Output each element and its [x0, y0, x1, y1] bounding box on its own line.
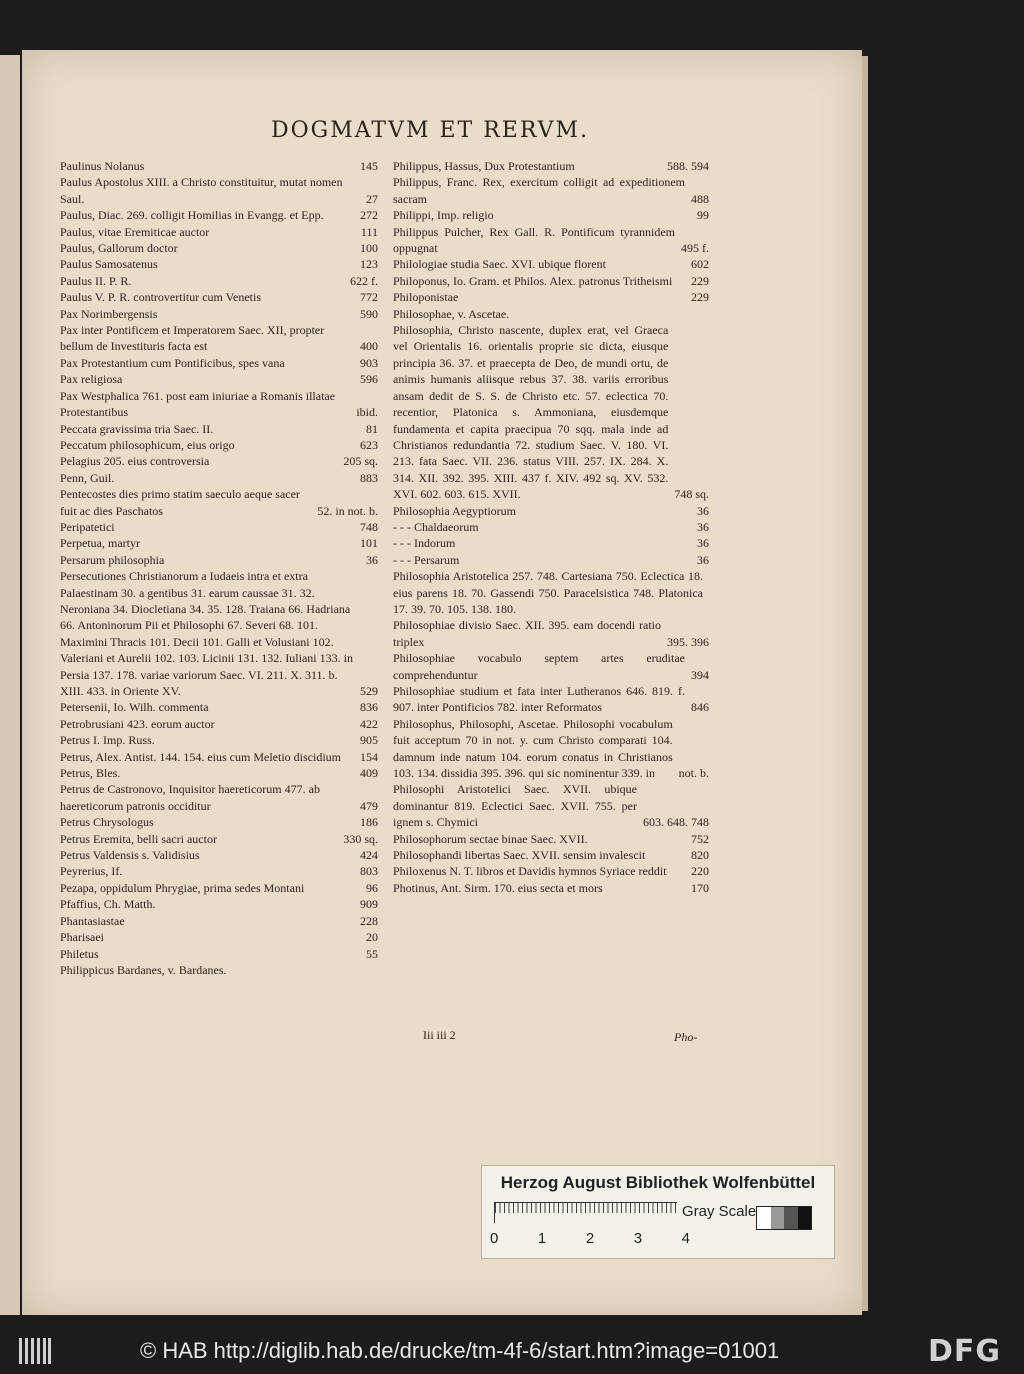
- index-entry: [60, 765, 378, 781]
- entry-page-number: 846: [691, 700, 709, 715]
- index-entry: [393, 322, 709, 502]
- entry-text: Pelagius 205. eius controversia: [60, 454, 210, 469]
- entry-page-number: 27: [366, 191, 378, 206]
- index-column-left: [60, 158, 378, 978]
- index-entry: [60, 847, 378, 863]
- entry-text: Philosophia, Christo nascente, duplex erat, vel Graeca vel Orientalis 16. orientalis proprie sic dicta, eiusque principia 36. 37. et praecepta de Deo, de mundi ortu, de animis humanis aliisque rebus 37. 38. variis erroribus ansam dedit de S. S. de Christo etc. 57. eclectica 70. recentior, Platonica s. Ammoniana, eiusdemque fundamenta et capita praecipua 70 sqq. mala inde ad Christianos redundantia 72. studium Saec. V. 180. VI. 213. fata Saec. VII. 236. status VIII. 257. IX. 284. X. 314. XII. 392. 395. XIII. 437 f. XIV. 492 sq. XV. 532. XVI. 602. 603. 615. XVII.: [393, 323, 669, 502]
- entry-text: Philippus Pulcher, Rex Gall. R. Pontificum tyrannidem oppugnat: [393, 224, 675, 256]
- index-entry: [60, 732, 378, 748]
- entry-page-number: 96: [366, 880, 378, 895]
- index-entry: [393, 863, 709, 879]
- entry-text: - - - Persarum: [393, 552, 460, 567]
- entry-page-number: 272: [360, 208, 378, 223]
- index-entry: [393, 256, 709, 272]
- index-entry: [60, 552, 378, 568]
- entry-text: Philosophia Aegyptiorum: [393, 503, 516, 518]
- entry-page-number: 36: [366, 552, 378, 567]
- index-entry: [60, 831, 378, 847]
- index-entry: [393, 683, 709, 716]
- index-entry: [393, 503, 709, 519]
- entry-page-number: 422: [360, 716, 378, 731]
- entry-page-number: 99: [697, 208, 709, 223]
- index-entry: [393, 716, 709, 782]
- scale-number: 4: [681, 1230, 690, 1247]
- entry-page-number: 36: [697, 536, 709, 551]
- index-entry: [393, 174, 709, 207]
- entry-text: Philippus, Hassus, Dux Protestantium: [393, 159, 575, 173]
- library-name: Herzog August Bibliothek Wolfenbüttel: [500, 1173, 816, 1192]
- entry-text: Petrus de Castronovo, Inquisitor haereticorum 477. ab haereticorum patronis occiditur: [60, 782, 320, 813]
- entry-page-number: 603. 648. 748: [643, 815, 709, 830]
- entry-page-number: 905: [360, 733, 378, 748]
- entry-text: Photinus, Ant. Sirm. 170. eius secta et mors: [393, 880, 603, 895]
- index-entry: [393, 289, 709, 305]
- entry-page-number: 909: [360, 897, 378, 912]
- index-entry: [393, 273, 709, 289]
- entry-page-number: 772: [360, 290, 378, 305]
- entry-text: Paulus II. P. R.: [60, 273, 132, 288]
- entry-page-number: 36: [697, 552, 709, 567]
- scale-ruler: [494, 1202, 677, 1223]
- index-entry: [60, 749, 378, 765]
- index-entry: [393, 224, 709, 257]
- entry-page-number: 588. 594: [667, 159, 709, 173]
- entry-page-number: not. b.: [678, 766, 709, 781]
- entry-text: Philologiae studia Saec. XVI. ubique florent: [393, 257, 606, 272]
- entry-page-number: 20: [366, 930, 378, 945]
- entry-page-number: 36: [697, 519, 709, 534]
- index-entry: [60, 158, 378, 174]
- entry-page-number: 836: [360, 700, 378, 715]
- index-entry: [60, 453, 378, 469]
- entry-text: Philippi, Imp. religio: [393, 208, 494, 223]
- entry-text: Petrobrusiani 423. eorum auctor: [60, 716, 215, 731]
- entry-text: Peccata gravissima tria Saec. II.: [60, 421, 214, 436]
- entry-text: Penn, Guil.: [60, 470, 115, 485]
- entry-text: Paulus Samosatenus: [60, 257, 158, 272]
- scale-numbers: [490, 1230, 690, 1247]
- entry-page-number: 229: [691, 290, 709, 305]
- entry-text: Peyrerius, If.: [60, 864, 123, 879]
- entry-page-number: 123: [360, 257, 378, 272]
- index-entry: [60, 519, 378, 535]
- entry-text: Pax inter Pontificem et Imperatorem Saec. XII, propter bellum de Investituris facta est: [60, 323, 325, 354]
- entry-text: Pharisaei: [60, 930, 104, 945]
- signature-mark: Iii iii 2: [423, 1028, 456, 1042]
- gray-scale-label: Gray Scale: [682, 1203, 757, 1220]
- entry-text: Philosophus, Philosophi, Ascetae. Philosophi vocabulum fuit acceptum 70 in not. y. cum Christo comparati 104. damnum inde natum 104. eorum conatus in Christianos 103. 134. dissidia 395. 396. qui sic nominentur 339. in: [393, 716, 673, 781]
- scale-number: 2: [585, 1230, 595, 1247]
- index-entry: [60, 929, 378, 945]
- catchword: Pho-: [674, 1030, 698, 1044]
- entry-page-number: 623: [360, 437, 378, 452]
- entry-page-number: 903: [360, 355, 378, 370]
- index-entry: [60, 421, 378, 437]
- entry-text: - - - Chaldaeorum: [393, 519, 479, 534]
- entry-text: Petrus, Alex. Antist. 144. 154. eius cum Meletio discidium: [60, 749, 341, 764]
- entry-text: Paulus, Gallorum doctor: [60, 241, 178, 256]
- entry-page-number: 229: [691, 273, 709, 288]
- index-entry: [60, 289, 378, 305]
- index-entry: [60, 207, 378, 223]
- entry-text: Petersenii, Io. Wilh. commenta: [60, 700, 209, 715]
- gray-swatch: [798, 1207, 812, 1229]
- entry-page-number: ibid.: [356, 405, 378, 420]
- previous-page-edge: [0, 55, 20, 1315]
- copyright-link[interactable]: © HAB http://diglib.hab.de/drucke/tm-4f-6/start.htm?image=01001: [140, 1338, 780, 1363]
- entry-page-number: 529: [360, 684, 378, 698]
- index-entry: [393, 552, 709, 568]
- entry-page-number: 883: [360, 470, 378, 485]
- index-entry: [393, 306, 709, 322]
- index-entry: [60, 437, 378, 453]
- entry-text: Persecutiones Christianorum a Iudaeis intra et extra Palaestinam 30. a gentibus 31. earum caussae 31. 32. Neroniana 34. Diocletiana 34. 35. 128. Traiana 66. Hadriana 66. Antoninorum Pii et Philosophi 67. Severi 68. 101. Maximini Thracis 101. Decii 101. Galli et Volusiani 102. Valeriani et Aurelii 102. 103. Licinii 131. 132. Iuliani 133. in Persia 137. 178. variae variorum Saec. VI. 211. X. 311. b. XIII. 433. in Oriente XV.: [60, 569, 353, 698]
- entry-text: Pezapa, oppidulum Phrygiae, prima sedes Montani: [60, 880, 305, 895]
- entry-page-number: 186: [360, 815, 378, 830]
- entry-text: Philosophandi libertas Saec. XVII. sensim invalescit: [393, 848, 646, 863]
- index-entry: [60, 699, 378, 715]
- entry-text: Philosophiae divisio Saec. XII. 395. eam docendi ratio triplex: [393, 618, 661, 649]
- index-entry: [393, 535, 709, 551]
- entry-page-number: 495 f.: [681, 241, 709, 256]
- entry-text: Persarum philosophia: [60, 552, 165, 567]
- entry-page-number: 36: [697, 503, 709, 518]
- index-entry: [393, 880, 709, 896]
- index-entry: [60, 273, 378, 289]
- scale-number: 0: [490, 1230, 499, 1247]
- entry-text: Paulus Apostolus XIII. a Christo constituitur, mutat nomen Saul.: [60, 175, 343, 206]
- library-scale-label: [481, 1165, 835, 1259]
- index-entry: [393, 519, 709, 535]
- entry-text: Paulinus Nolanus: [60, 159, 145, 173]
- entry-text: Pax religiosa: [60, 372, 123, 387]
- index-entry: [60, 880, 378, 896]
- entry-text: Philoponus, Io. Gram. et Philos. Alex. patronus Tritheismi: [393, 273, 673, 288]
- library-pillars-icon: [18, 1336, 52, 1366]
- index-entry: [393, 158, 709, 174]
- gray-scale-swatches: [756, 1206, 812, 1230]
- index-entry: [60, 535, 378, 551]
- index-entry: [60, 371, 378, 387]
- entry-text: Philosophae, v. Ascetae.: [393, 306, 510, 321]
- entry-text: Pax Westphalica 761. post eam iniuriae a Romanis illatae Protestantibus: [60, 388, 336, 420]
- entry-page-number: 330 sq.: [343, 831, 378, 846]
- entry-page-number: 220: [691, 864, 709, 879]
- page-edge: [862, 56, 868, 1311]
- index-entry: [60, 716, 378, 732]
- entry-text: Philippicus Bardanes, v. Bardanes.: [60, 962, 227, 977]
- entry-page-number: 81: [366, 421, 378, 436]
- index-entry: [60, 355, 378, 371]
- index-entry: [60, 962, 378, 978]
- entry-text: Philosophi Aristotelici Saec. XVII. ubique dominantur 819. Eclectici Saec. XVII. 755. per ignem s. Chymici: [393, 782, 637, 830]
- index-entry: [60, 306, 378, 322]
- entry-page-number: 394: [691, 667, 709, 682]
- index-entry: [393, 568, 709, 617]
- entry-page-number: 170: [691, 880, 709, 895]
- entry-text: Phantasiastae: [60, 913, 125, 928]
- entry-text: Peccatum philosophicum, eius origo: [60, 437, 235, 452]
- entry-page-number: 395. 396: [667, 634, 709, 649]
- index-entry: [60, 814, 378, 830]
- index-entry: [393, 617, 709, 650]
- entry-page-number: 424: [360, 848, 378, 863]
- index-entry: [393, 781, 709, 830]
- entry-text: Petrus Chrysologus: [60, 815, 154, 830]
- entry-page-number: 622 f.: [350, 273, 378, 288]
- entry-text: Philosophiae vocabulo septem artes eruditae comprehenduntur: [393, 651, 685, 682]
- entry-text: Paulus, Diac. 269. colligit Homilias in Evangg. et Epp.: [60, 208, 324, 223]
- entry-text: - - - Indorum: [393, 536, 456, 551]
- index-entry: [60, 781, 378, 814]
- entry-page-number: 479: [360, 798, 378, 813]
- index-entry: [60, 240, 378, 256]
- index-entry: [60, 913, 378, 929]
- entry-page-number: 596: [360, 372, 378, 387]
- entry-page-number: 748 sq.: [674, 487, 709, 502]
- entry-text: Petrus Valdensis s. Validisius: [60, 848, 200, 863]
- footer-bar: [0, 1330, 1024, 1374]
- entry-text: Philoponistae: [393, 290, 459, 305]
- index-entry: [60, 388, 378, 421]
- entry-text: Philetus: [60, 946, 99, 961]
- scale-number: 3: [633, 1230, 643, 1247]
- entry-page-number: 590: [360, 306, 378, 321]
- entry-page-number: 228: [360, 913, 378, 928]
- entry-page-number: 205 sq.: [343, 454, 378, 469]
- entry-text: Petrus, Bles.: [60, 766, 121, 781]
- entry-page-number: 488: [691, 191, 709, 206]
- index-entry: [60, 470, 378, 486]
- entry-page-number: 100: [360, 241, 378, 256]
- entry-text: Paulus, vitae Eremiticae auctor: [60, 224, 210, 239]
- index-column-right: [393, 158, 709, 896]
- entry-text: Petrus I. Imp. Russ.: [60, 733, 155, 748]
- entry-page-number: 111: [360, 224, 378, 239]
- entry-text: Pax Protestantium cum Pontificibus, spes vana: [60, 355, 285, 370]
- entry-text: Pfaffius, Ch. Matth.: [60, 897, 156, 912]
- entry-text: Pentecostes dies primo statim saeculo aeque sacer fuit ac dies Paschatos: [60, 487, 300, 518]
- entry-text: Pax Norimbergensis: [60, 306, 158, 321]
- entry-page-number: 55: [366, 946, 378, 961]
- index-entry: [60, 486, 378, 519]
- page-heading: DOGMATVM ET RERVM.: [270, 118, 590, 143]
- entry-text: Philoxenus N. T. libros et Davidis hymnos Syriace reddit: [393, 864, 667, 879]
- entry-text: Peripatetici: [60, 519, 115, 534]
- index-entry: [60, 896, 378, 912]
- entry-page-number: 803: [360, 864, 378, 879]
- index-entry: [60, 568, 378, 699]
- index-entry: [393, 847, 709, 863]
- gray-swatch: [757, 1207, 771, 1229]
- entry-page-number: 52. in not. b.: [317, 503, 378, 518]
- entry-text: Philippus, Franc. Rex, exercitum colligit ad expeditionem sacram: [393, 175, 685, 206]
- entry-page-number: 145: [360, 159, 378, 173]
- entry-text: Petrus Eremita, belli sacri auctor: [60, 831, 217, 846]
- entry-text: Perpetua, martyr: [60, 536, 140, 551]
- index-entry: [60, 256, 378, 272]
- entry-page-number: 820: [691, 848, 709, 863]
- entry-page-number: 409: [360, 766, 378, 781]
- index-entry: [60, 946, 378, 962]
- entry-text: Philosophia Aristotelica 257. 748. Cartesiana 750. Eclectica 18. eius parens 18. 70. Gassendi 750. Paracelsistica 748. Platonica 17. 39. 70. 105. 138. 180.: [393, 569, 703, 616]
- index-entry: [60, 863, 378, 879]
- entry-page-number: 602: [691, 257, 709, 272]
- gray-swatch: [771, 1207, 785, 1229]
- entry-text: Philosophorum sectae binae Saec. XVII.: [393, 831, 588, 846]
- dfg-logo: DFG: [928, 1334, 1002, 1369]
- entry-page-number: 752: [691, 831, 709, 846]
- gray-swatch: [784, 1207, 798, 1229]
- entry-page-number: 748: [360, 519, 378, 534]
- entry-page-number: 101: [360, 536, 378, 551]
- entry-page-number: 400: [360, 339, 378, 354]
- scale-number: 1: [537, 1230, 547, 1247]
- entry-page-number: 154: [360, 749, 378, 764]
- index-entry: [393, 831, 709, 847]
- index-entry: [393, 650, 709, 683]
- entry-text: Philosophiae studium et fata inter Lutheranos 646. 819. f. 907. inter Pontificios 782. inter Reformatos: [393, 684, 685, 715]
- index-entry: [60, 224, 378, 240]
- index-entry: [60, 322, 378, 355]
- entry-text: Paulus V. P. R. controvertitur cum Venetis: [60, 290, 261, 305]
- index-entry: [60, 174, 378, 207]
- index-entry: [393, 207, 709, 223]
